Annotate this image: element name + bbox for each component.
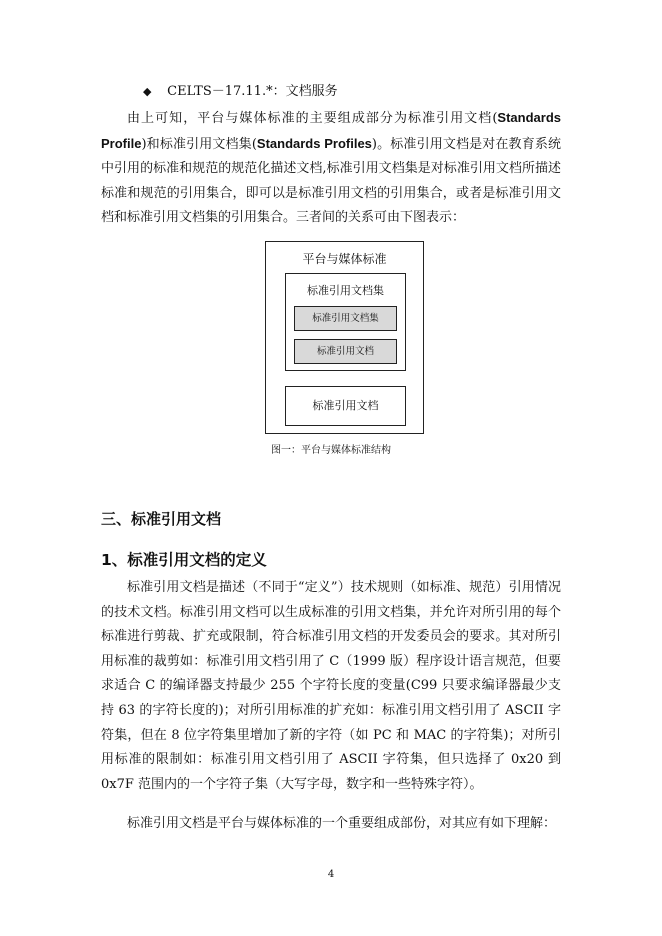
figure-middle-label: 标准引用文档集 (307, 284, 384, 297)
figure-profiles-box (285, 273, 406, 371)
term-standards-profile: Standards Profile (101, 110, 561, 151)
section-heading: 三、标准引用文档 (101, 510, 222, 528)
paragraph-intro-part3: )。标准引用文档是对在教育系统中引用的标准和规范的规范化描述文档,标准引用文档集是对标准引用文档所描述标准和规范的引用集合，即可以是标准引用文档的引用集合，或者是标准引用文档和标准引用文档集的引用集合。三者间的关系可由下图表示： (101, 136, 561, 226)
figure-outer-label: 平台与媒体标准 (302, 252, 387, 266)
paragraph-intro-part2: )和标准引用文档集( (141, 136, 257, 152)
paragraph-definition: 标准引用文档是描述（不同于“定义”）技术规则（如标准、规范）引用情况的技术文档。标准引用文档可以生成标准的引用文档集，并允许对所引用的每个标准进行剪裁、扩充或限制，符合标准引用文档的开发委员会的要求。其对所引用标准的裁剪如：标准引用文档引用了 C（1999 版）程序设计语言规范，但要求适合 C 的编译器支持最少 255 个字符长度的变量(C99 只要求编译器最少支持 63 的字符长度的)；对所引用标准的扩充如：标准引用文档引用了 ASCII 字符集，但在 8 位字符集里增加了新的字符（如 PC 和 MAC 的字符集)；对所引用标准的限制如：标准引用文档引用了 ASCII 字符集，但只选择了 0x20 到 0x7F 范围内的一个字符子集（大写字母，数字和一些特殊字符）。 (101, 580, 561, 792)
bullet-item (143, 82, 338, 102)
subsection-heading: 1、标准引用文档的定义 (101, 551, 267, 569)
figure-inner-box-profile: 标准引用文档 (294, 339, 397, 364)
figure-platform-media-standard (265, 241, 424, 434)
paragraph-intro-part1: 由上可知，平台与媒体标准的主要组成部分为标准引用文档( (127, 111, 498, 126)
term-standards-profiles: Standards Profiles (256, 135, 372, 151)
figure-caption: 图一：平台与媒体标准结构 (271, 445, 391, 456)
diamond-bullet-icon: ◆ (143, 85, 152, 98)
bullet-text: CELTS－17.11.*：文档服务 (167, 84, 338, 99)
paragraph-intro (101, 106, 561, 231)
figure-inner-box-profiles: 标准引用文档集 (294, 306, 397, 331)
page-number: 4 (327, 869, 335, 880)
paragraph-understanding: 标准引用文档是平台与媒体标准的一个重要组成部份，对其应有如下理解： (127, 816, 557, 831)
figure-bottom-box: 标准引用文档 (285, 386, 406, 426)
